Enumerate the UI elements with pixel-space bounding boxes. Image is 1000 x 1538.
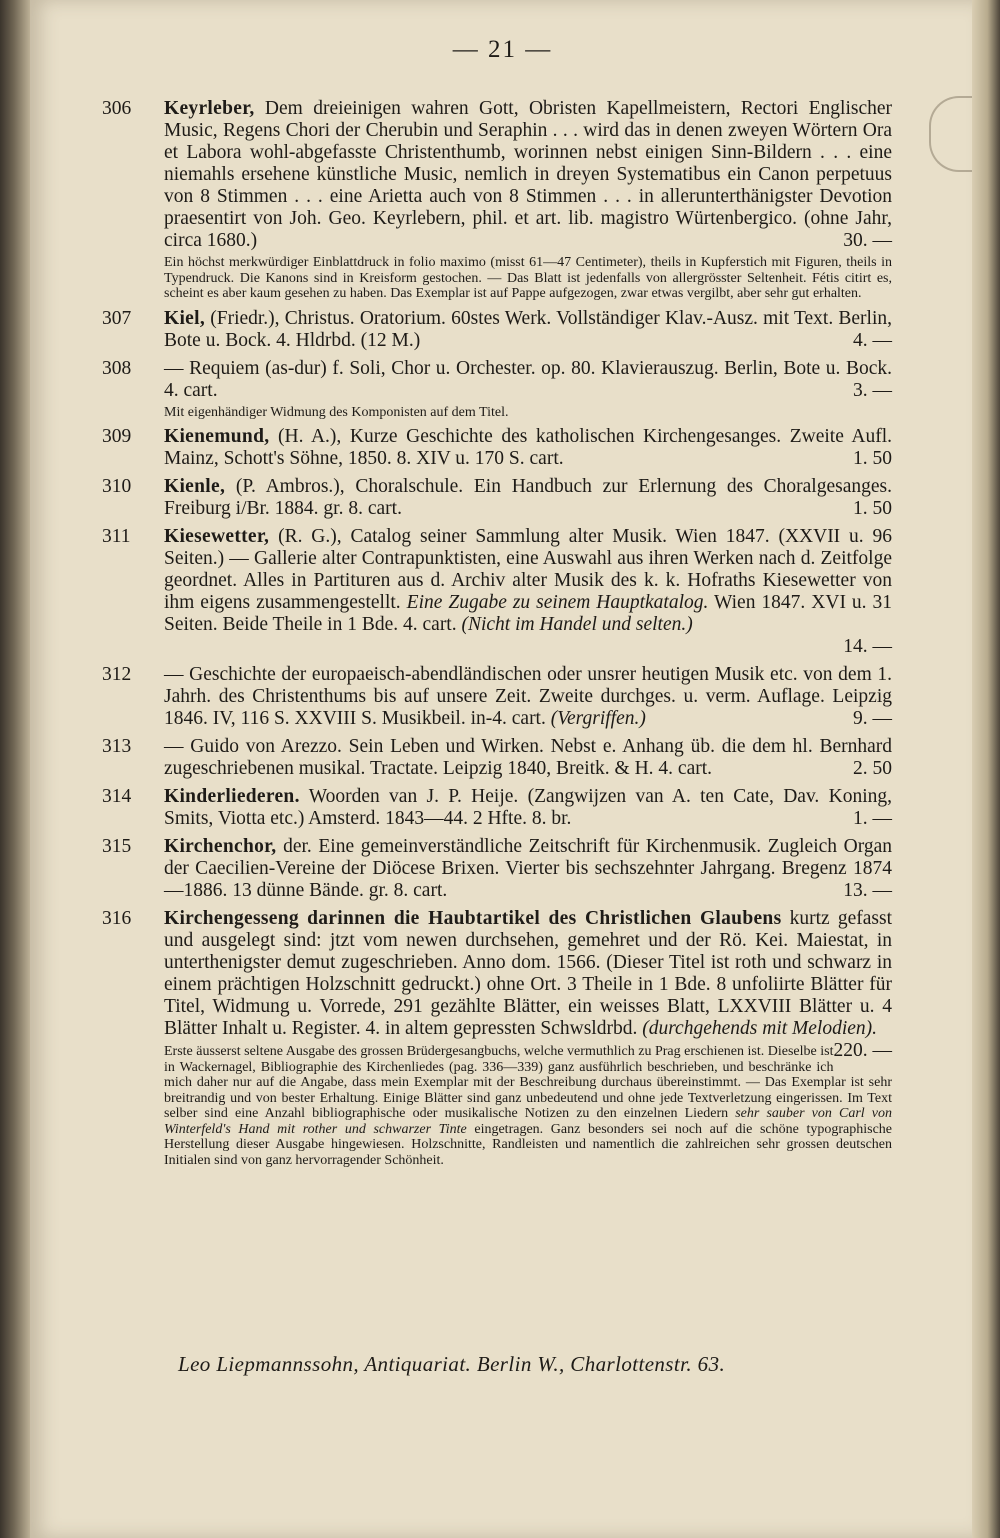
entry-number: 313 — [102, 736, 132, 757]
entry-heading: — — [164, 664, 184, 685]
entry-description: Dem dreieinigen wahren Gott, Obristen Kapellmeistern, Rectori Englischer Music, Regens Chori der Cherubin und Seraphin . . . wird das in denen zweyen Wörtern Ora et Labora wohl-abgefasste Christenthumb, worinnen nebst einigen Sinn-Bildern . . . eine niemahls ersehene künstliche Music, nemlich in dreyen Systematibus ein Canon perpetuus von 8 Stimmen . . . eine Arietta auch von 8 Stimmen . . . in allerunterthänigster Devotion praesentirt von Joh. Geo. Keyrlebern, phil. et art. lib. magistro Würtenbergico. (ohne Jahr, circa 1680.) — [164, 98, 893, 251]
entry-italic-note: Eine Zugabe zu seinem Hauptkatalog. — [406, 592, 709, 613]
entry-price: 2. 50 — [853, 758, 892, 779]
entry-number: 315 — [102, 836, 132, 857]
catalog-entry-307 — [102, 308, 892, 352]
catalog-entries — [102, 98, 892, 1174]
entry-price: 4. — — [853, 329, 892, 351]
entry-heading: — — [164, 357, 184, 379]
entry-italic-note: (durchgehends mit Melodien). — [642, 1018, 878, 1039]
entry-description: Woorden van J. P. Heije. (Zangwijzen van A. ten Cate, Dav. Koning, Smits, Viotta etc.) Amsterd. 1843—44. 2 Hfte. 8. br. — [164, 786, 892, 829]
entry-heading-continued: darinnen die Haubtartikel des Christlichen Glaubens — [307, 908, 782, 929]
entry-price: 13. — — [843, 880, 892, 901]
catalog-entry-311 — [102, 526, 892, 658]
entry-availability: (Vergriffen.) — [550, 708, 646, 729]
page-edge-mark — [929, 96, 973, 172]
entry-number: 306 — [102, 98, 132, 119]
catalog-entry-316 — [102, 908, 892, 1168]
publisher-footer: Leo Liepmannssohn, Antiquariat. Berlin W., Charlottenstr. 63. — [178, 1352, 726, 1376]
entry-availability: (Nicht im Handel und selten.) — [461, 614, 693, 635]
entry-description: Requiem (as-dur) f. Soli, Chor u. Orchester. op. 80. Klavierauszug. Berlin, Bote u. Bock. 4. cart. — [164, 357, 892, 401]
entry-heading: Kiesewetter, — [164, 526, 270, 547]
entry-description-continued: Wien 1847. XVI u. 31 Seiten. Beide Theile in 1 Bde. 4. cart. — [164, 592, 893, 635]
entry-note: Mit eigenhändiger Widmung des Komponisten auf dem Titel. — [164, 404, 509, 420]
catalog-entry-314 — [102, 786, 892, 830]
entry-price: 1. 50 — [853, 448, 892, 469]
entry-price: 220. — — [833, 1040, 892, 1061]
entry-heading: Kirchenchor, — [164, 836, 277, 857]
entry-note-text-continued: eingetragen. Ganz besonders sei noch auf die schöne typographische Herstellung dieser Ausgabe hingewiesen. Holzschnitte, Randleisten und namentlich die zahlreichen sehr grossen deutschen Initialen sind von ganz hervorragender Schönheit. — [164, 1121, 893, 1168]
catalog-entry-313 — [102, 736, 892, 780]
entry-price: 1. — — [853, 808, 892, 829]
entry-description: kurtz gefasst und ausgelegt sind: jtzt vom newen durchsehen, gemehret und der Rö. Kei. Maiestat, in unterthenigster demut zugeschrieben. Anno dom. 1566. (Dieser Titel ist roth und schwarz in einem prächtigen Holzschnitt gedruckt.) ohne Ort. 3 Theile in 1 Bde. 8 unfoliirte Blätter für Titel, Widmung u. Vorrede, 291 gezählte Blätter, ein weisses Blatt, LXXVIII Blätter u. 4 Blätter Inhalt u. Register. 4. in altem gepressten Schwsldrbd. — [164, 908, 893, 1039]
entry-number: 309 — [102, 426, 132, 447]
catalog-entry-308 — [102, 358, 892, 421]
entry-price: 9. — — [853, 708, 892, 729]
entry-description: (P. Ambros.), Choralschule. Ein Handbuch zur Erlernung des Choralgesanges. Freiburg i/Br. 1884. gr. 8. cart. — [164, 476, 892, 519]
entry-price: 3. — — [853, 379, 892, 401]
entry-description: (H. A.), Kurze Geschichte des katholischen Kirchengesanges. Zweite Aufl. Mainz, Schott's Söhne, 1850. 8. XIV u. 170 S. cart. — [164, 426, 892, 469]
entry-heading: Kinderliederen. — [164, 786, 300, 807]
entry-note-text: Erste äusserst seltene Ausgabe des grossen Brüdergesangbuchs, welche vermuthlich zu Prag erschienen ist. Dieselbe ist in Wackernagel, Bibliographie des Kirchenliedes (pag. 336—339) ganz ausführlich beschrieben, und beschränke ich mich daher nur auf die Angabe, dass mein Exemplar mit der Beschreibung durchaus übereinstimmt. — Das Exemplar ist sehr breitrandig und von bester Erhaltung. Einige Blätter sind ganz unbedeutend und ohne jede Textverletzung eingerissen. Im Text selber sind eine Anzahl bibliographische oder musikalische Notizen zu den einzelnen Liedern — [164, 1044, 892, 1121]
entry-number: 316 — [102, 908, 132, 929]
book-gutter — [0, 0, 34, 1538]
catalog-page — [30, 0, 975, 1538]
entry-description: Geschichte der europaeisch-abendländischen oder unsrer heutigen Musik etc. von dem 1. Jahrh. des Christenthums bis auf unsere Zeit. Zweite durchges. u. verm. Auflage. Leipzig 1846. IV, 116 S. XXVIII S. Musikbeil. in-4. cart. — [164, 664, 892, 729]
catalog-entry-310 — [102, 476, 892, 520]
catalog-entry-315 — [102, 836, 892, 902]
entry-number: 307 — [102, 307, 132, 329]
page-number: — 21 — — [452, 36, 553, 63]
entry-note — [164, 1044, 892, 1168]
entry-heading: Keyrleber, — [164, 98, 255, 119]
entry-note-italic: sehr sauber von Carl von Winterfeld's Hand mit rother und schwarzer Tinte — [164, 1106, 892, 1137]
entry-price: 14. — — [843, 636, 892, 657]
entry-number: 310 — [102, 476, 132, 497]
entry-number: 312 — [102, 664, 132, 685]
catalog-entry-312 — [102, 664, 892, 730]
entry-number: 308 — [102, 357, 132, 379]
entry-description: Guido von Arezzo. Sein Leben und Wirken. Nebst e. Anhang üb. die dem hl. Bernhard zugeschriebenen musikal. Tractate. Leipzig 1840, Breitk. & H. 4. cart. — [164, 736, 893, 779]
entry-number: 314 — [102, 786, 132, 807]
entry-heading: Kirchengesseng — [164, 908, 299, 929]
entry-price: 30. — — [843, 230, 892, 251]
page-edge — [972, 0, 1000, 1538]
entry-heading: — — [164, 736, 184, 757]
entry-note: Ein höchst merkwürdiger Einblattdruck in folio maximo (misst 61—47 Centimeter), theils in Kupferstich mit Figuren, theils in Typendruck. Die Kanons sind in Kreisform gestochen. — Das Blatt ist jedenfalls von allergrösster Seltenheit. Fétis citirt es, scheint es aber kaum gesehen zu haben. Das Exemplar ist auf Pappe aufgezogen, zwar etwas vergilbt, aber sehr gut erhalten. — [164, 255, 892, 301]
entry-description: der. Eine gemeinverständliche Zeitschrift für Kirchenmusik. Zugleich Organ der Caecilien-Vereine der Diöcese Brixen. Vierter bis sechszehnter Jahrgang. Bregenz 1874—1886. 13 dünne Bände. gr. 8. cart. — [164, 836, 892, 901]
entry-description: (R. G.), Catalog seiner Sammlung alter Musik. Wien 1847. (XXVII u. 96 Seiten.) — Gallerie alter Contrapunktisten, eine Auswahl aus ihren Werken nach d. Zeitfolge geordnet. Alles in Partituren aus d. Archiv alter Musik des k. k. Hofraths Kiesewetter von ihm eigens zusammengestellt. — [164, 526, 892, 613]
entry-description: (Friedr.), Christus. Oratorium. 60stes Werk. Vollständiger Klav.-Ausz. mit Text. Berlin, Bote u. Bock. 4. Hldrbd. (12 M.) — [164, 307, 892, 351]
entry-heading: Kienemund, — [164, 426, 270, 447]
entry-price: 1. 50 — [853, 498, 892, 519]
catalog-entry-309 — [102, 426, 892, 470]
entry-heading: Kienle, — [164, 476, 226, 497]
catalog-entry-306 — [102, 98, 892, 302]
entry-number: 311 — [102, 526, 131, 547]
entry-heading: Kiel, — [164, 307, 206, 329]
